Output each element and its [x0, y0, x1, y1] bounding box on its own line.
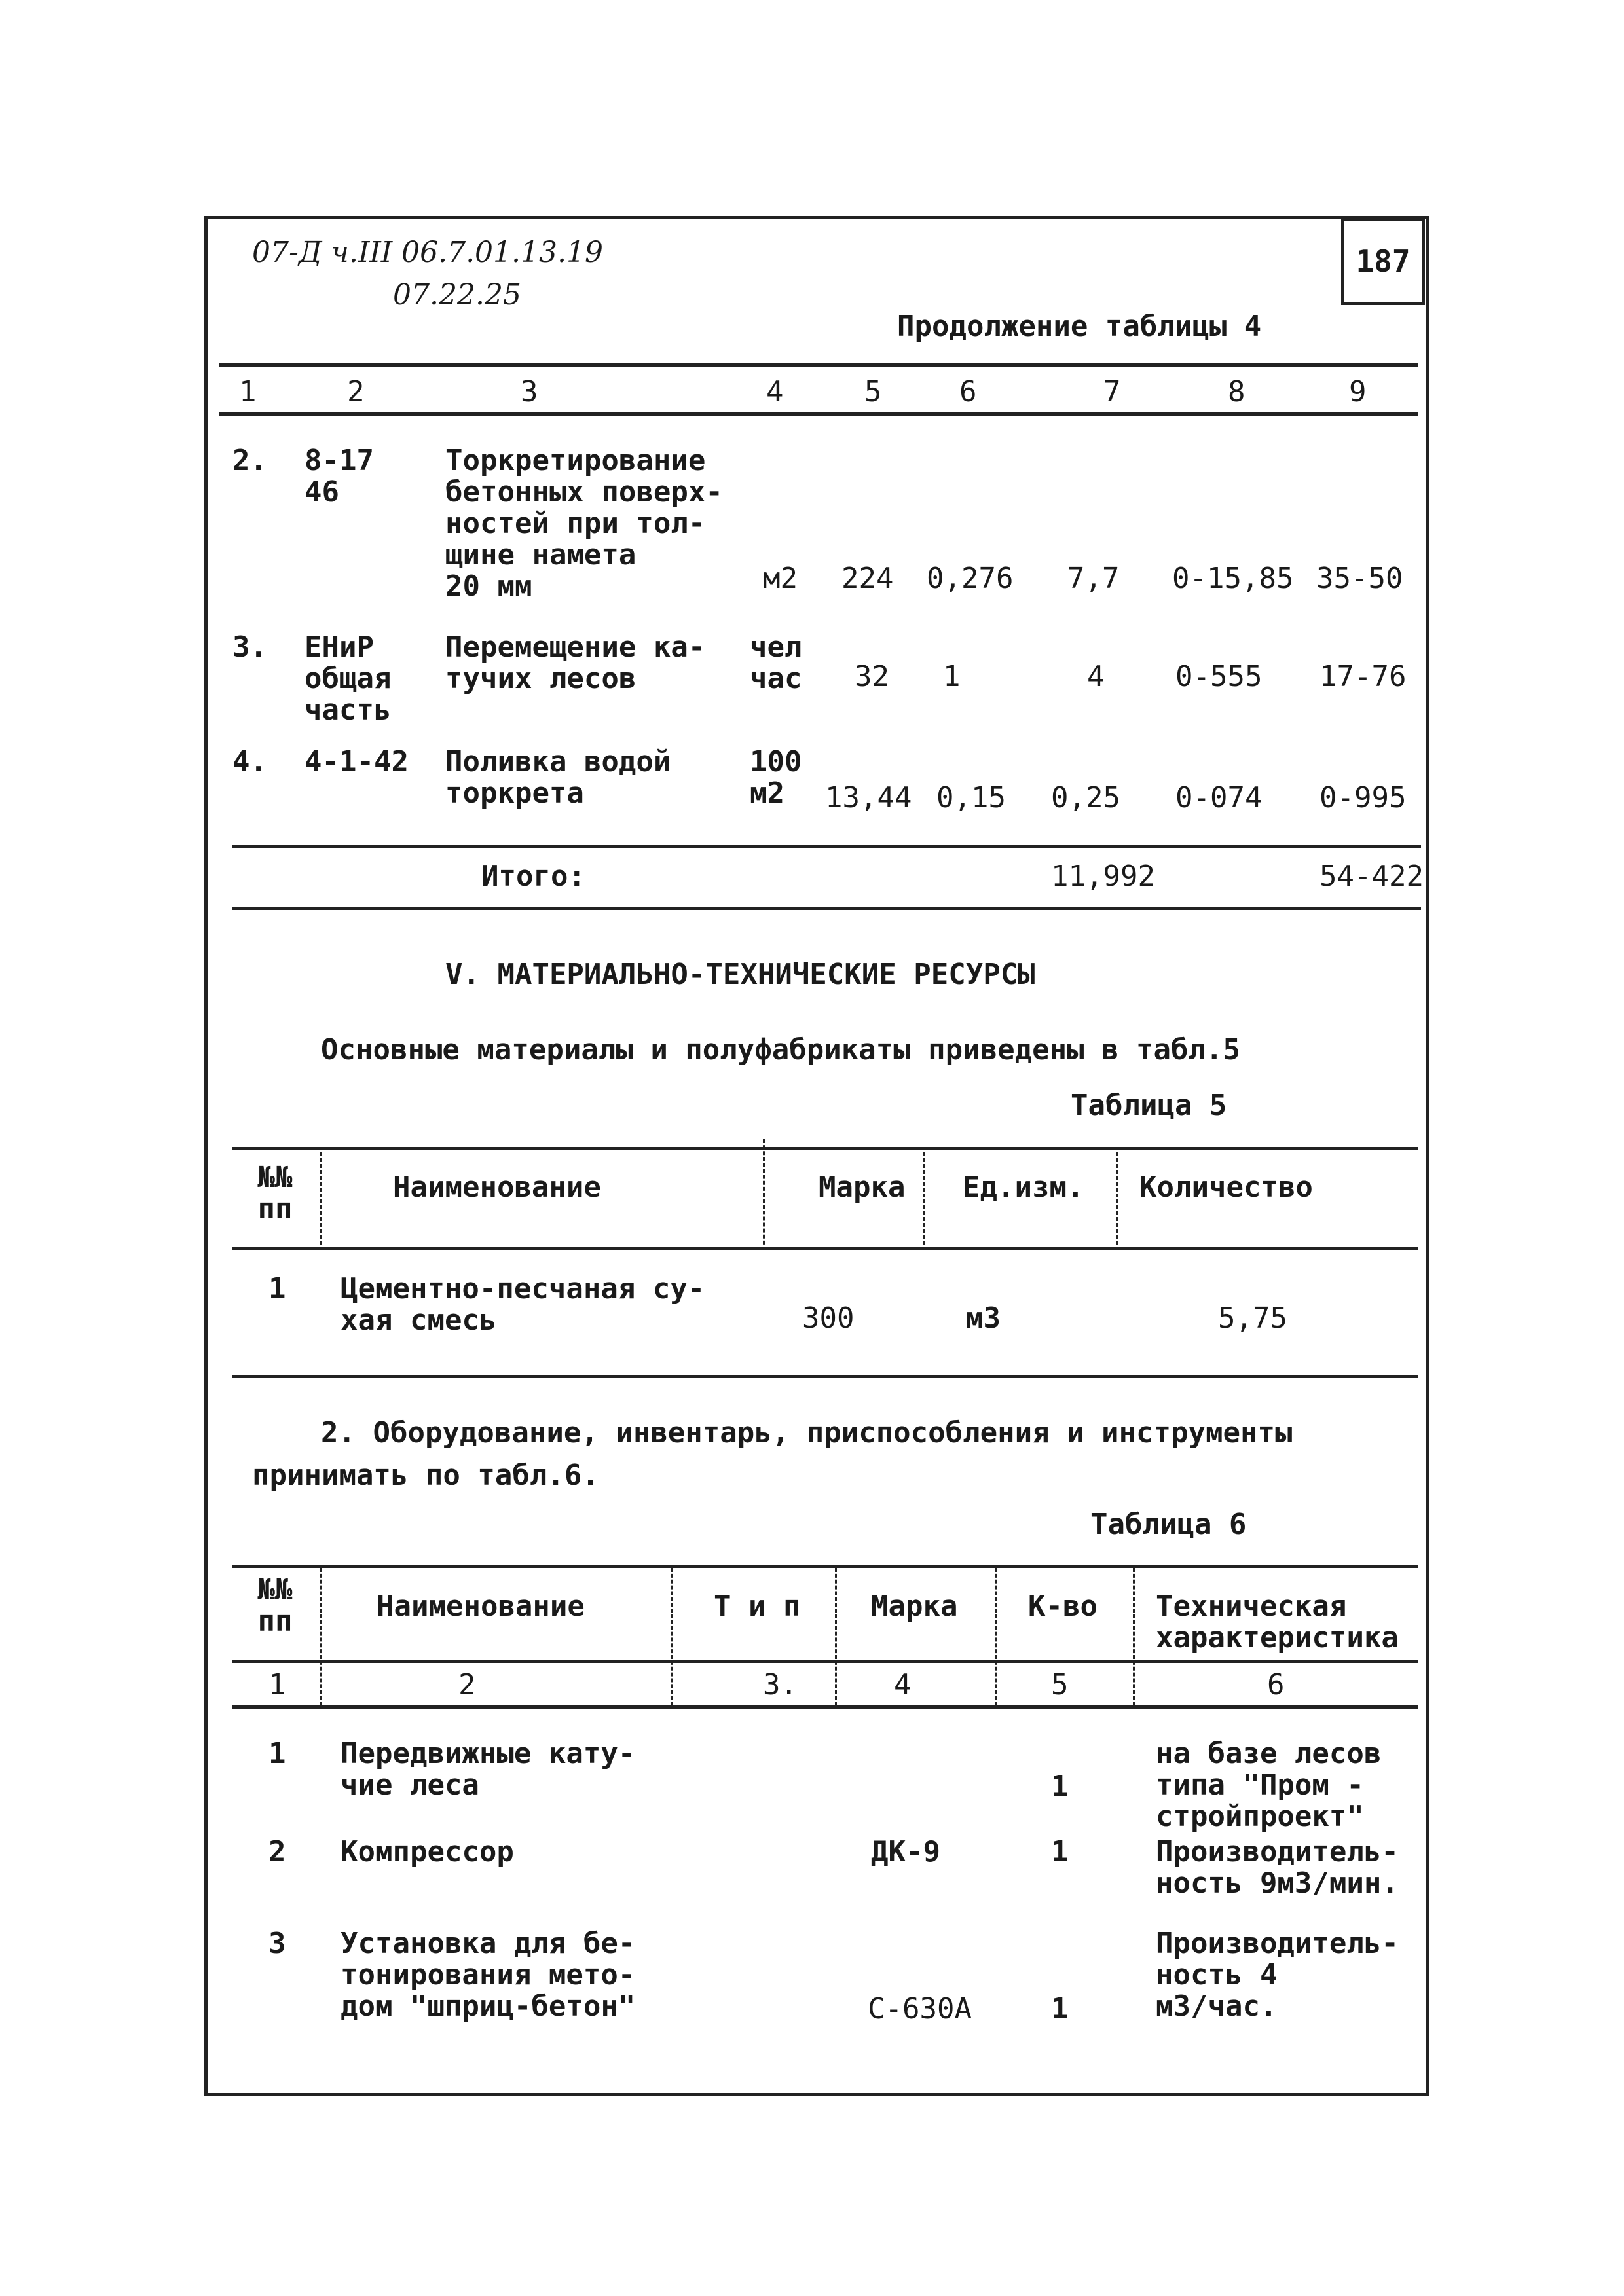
t4-total-c7: 11,992	[1051, 860, 1155, 893]
t5-row1-mark: 300	[802, 1302, 855, 1335]
t6-header-qty: К-во	[1028, 1590, 1098, 1623]
t4-row2-c6: 0,276	[927, 562, 1014, 595]
t4-colnum-9: 9	[1349, 375, 1367, 409]
t4-row4-c5: 13,44	[825, 781, 912, 814]
t6-colnum-5: 5	[1051, 1668, 1069, 1702]
t4-row3-c6: 1	[943, 660, 961, 693]
t4-row4-unit: 100 м2	[750, 745, 802, 810]
t4-row3-c9: 17-76	[1320, 660, 1407, 693]
section5-intro: Основные материалы и полуфабрикаты приведены в табл.5	[321, 1033, 1240, 1066]
handwritten-code-line2: 07.22.25	[393, 278, 521, 312]
t4-row3-name: Перемещение ка- тучих лесов	[445, 630, 706, 695]
table6-colnum-rule	[232, 1705, 1418, 1709]
continuation-title: Продолжение таблицы 4	[897, 310, 1262, 343]
t4-row2-num: 2.	[232, 444, 267, 477]
t6-row1-name: Передвижные кату- чие леса	[341, 1737, 636, 1802]
t4-colnum-3: 3	[521, 375, 538, 409]
t6-colnum-2: 2	[458, 1668, 476, 1702]
t6-row3-name: Установка для бе- тонирования мето- дом "шприц-бетон"	[341, 1927, 636, 2023]
t4-total-c9: 54-422	[1320, 860, 1424, 893]
table5-bottom-rule	[232, 1375, 1418, 1378]
handwritten-code-line1: 07-Д ч.III 06.7.01.13.19	[252, 236, 603, 269]
t5-vline-4	[1116, 1152, 1118, 1250]
t4-row4-c9: 0-995	[1320, 781, 1407, 814]
t4-total-label: Итого:	[481, 860, 585, 893]
t6-row2-mark: ДК-9	[871, 1835, 940, 1868]
table4-total-rule	[232, 845, 1421, 848]
t4-row2-c7: 7,7	[1067, 562, 1120, 595]
t4-row4-c8: 0-074	[1175, 781, 1263, 814]
t4-row3-unit: чел час	[750, 630, 802, 695]
table4-header-rule	[219, 412, 1418, 416]
t6-vline-1	[320, 1568, 322, 1705]
t4-colnum-2: 2	[347, 375, 365, 409]
t6-row2-num: 2	[268, 1835, 286, 1868]
t6-row1-spec: на базе лесов типа "Пром - стройпроект"	[1156, 1737, 1382, 1833]
t6-header-mark: Марка	[871, 1590, 958, 1623]
t6-row1-qty: 1	[1051, 1770, 1069, 1803]
table5-header-rule	[232, 1247, 1418, 1250]
t4-row4-c7: 0,25	[1051, 781, 1120, 814]
t6-vline-3	[835, 1568, 837, 1705]
t5-header-unit: Ед.изм.	[963, 1171, 1084, 1204]
t5-header-mark: Марка	[819, 1171, 906, 1204]
t5-row1-num: 1	[268, 1272, 286, 1305]
t6-row3-mark: С-630А	[868, 1992, 972, 2026]
t6-row1-num: 1	[268, 1737, 286, 1770]
t6-vline-4	[995, 1568, 997, 1705]
t6-colnum-3: 3.	[763, 1668, 798, 1702]
t5-header-num: №№ пп	[257, 1161, 293, 1226]
t4-row2-name: Торкретирование бетонных поверх- ностей при тол- щине намета 20 мм	[445, 444, 723, 603]
t6-row2-name: Компрессор	[341, 1835, 514, 1868]
t6-vline-5	[1133, 1568, 1135, 1705]
t4-row2-code: 8-17 46	[304, 444, 374, 509]
t4-row4-name: Поливка водой торкрета	[445, 745, 671, 810]
t4-colnum-1: 1	[239, 375, 257, 409]
equipment-note-line1: 2. Оборудование, инвентарь, приспособления и инструменты	[321, 1416, 1293, 1449]
table5-top-rule	[232, 1147, 1418, 1150]
t4-row3-code: ЕНиР общая часть	[304, 630, 392, 727]
t4-row3-c5: 32	[855, 660, 889, 693]
t5-header-qty: Количество	[1139, 1171, 1313, 1204]
t4-row4-code: 4-1-42	[304, 745, 409, 778]
table5-caption: Таблица 5	[1071, 1089, 1227, 1122]
t6-header-name: Наименование	[377, 1590, 585, 1623]
t4-row4-num: 4.	[232, 745, 267, 778]
table4-top-rule	[219, 363, 1418, 367]
t6-row3-qty: 1	[1051, 1992, 1069, 2026]
t6-colnum-4: 4	[894, 1668, 912, 1702]
table6-top-rule	[232, 1565, 1418, 1568]
t4-colnum-7: 7	[1103, 375, 1121, 409]
t6-row2-qty: 1	[1051, 1835, 1069, 1868]
t4-row2-c5: 224	[841, 562, 894, 595]
t5-row1-qty: 5,75	[1218, 1302, 1287, 1335]
equipment-note-line2: принимать по табл.6.	[252, 1459, 599, 1492]
table6-header-rule	[232, 1660, 1418, 1663]
t6-vline-2	[671, 1568, 673, 1705]
t4-row3-c8: 0-555	[1175, 660, 1263, 693]
t5-vline-1	[320, 1152, 322, 1250]
t4-colnum-8: 8	[1228, 375, 1246, 409]
t6-row2-spec: Производитель- ность 9м3/мин.	[1156, 1835, 1399, 1900]
table4-bottom-rule	[232, 907, 1421, 910]
t4-row2-unit: м2	[763, 562, 798, 595]
t5-header-name: Наименование	[393, 1171, 601, 1204]
t4-colnum-6: 6	[959, 375, 977, 409]
t6-row3-num: 3	[268, 1927, 286, 1960]
t6-row3-spec: Производитель- ность 4 м3/час.	[1156, 1927, 1399, 2023]
t5-row1-unit: м3	[966, 1302, 1001, 1335]
t6-colnum-6: 6	[1267, 1668, 1285, 1702]
t4-row2-c8: 0-15,85	[1172, 562, 1294, 595]
t6-header-num: №№ пп	[257, 1573, 293, 1638]
t4-row3-num: 3.	[232, 630, 267, 664]
table6-caption: Таблица 6	[1090, 1508, 1247, 1541]
t4-colnum-5: 5	[864, 375, 882, 409]
t4-row2-c9: 35-50	[1316, 562, 1403, 595]
t4-row3-c7: 4	[1087, 660, 1105, 693]
t6-header-spec: Техническая характеристика	[1156, 1590, 1399, 1654]
t5-vline-2	[763, 1139, 765, 1250]
t4-colnum-4: 4	[766, 375, 784, 409]
t6-header-type: Т и п	[714, 1590, 801, 1623]
t4-row4-c6: 0,15	[936, 781, 1006, 814]
t5-row1-name: Цементно-песчаная су- хая смесь	[341, 1272, 705, 1337]
t5-vline-3	[923, 1152, 925, 1250]
t6-colnum-1: 1	[268, 1668, 286, 1702]
section5-title: V. МАТЕРИАЛЬНО-ТЕХНИЧЕСКИЕ РЕСУРСЫ	[445, 958, 1035, 991]
page-number: 187	[1341, 217, 1425, 305]
